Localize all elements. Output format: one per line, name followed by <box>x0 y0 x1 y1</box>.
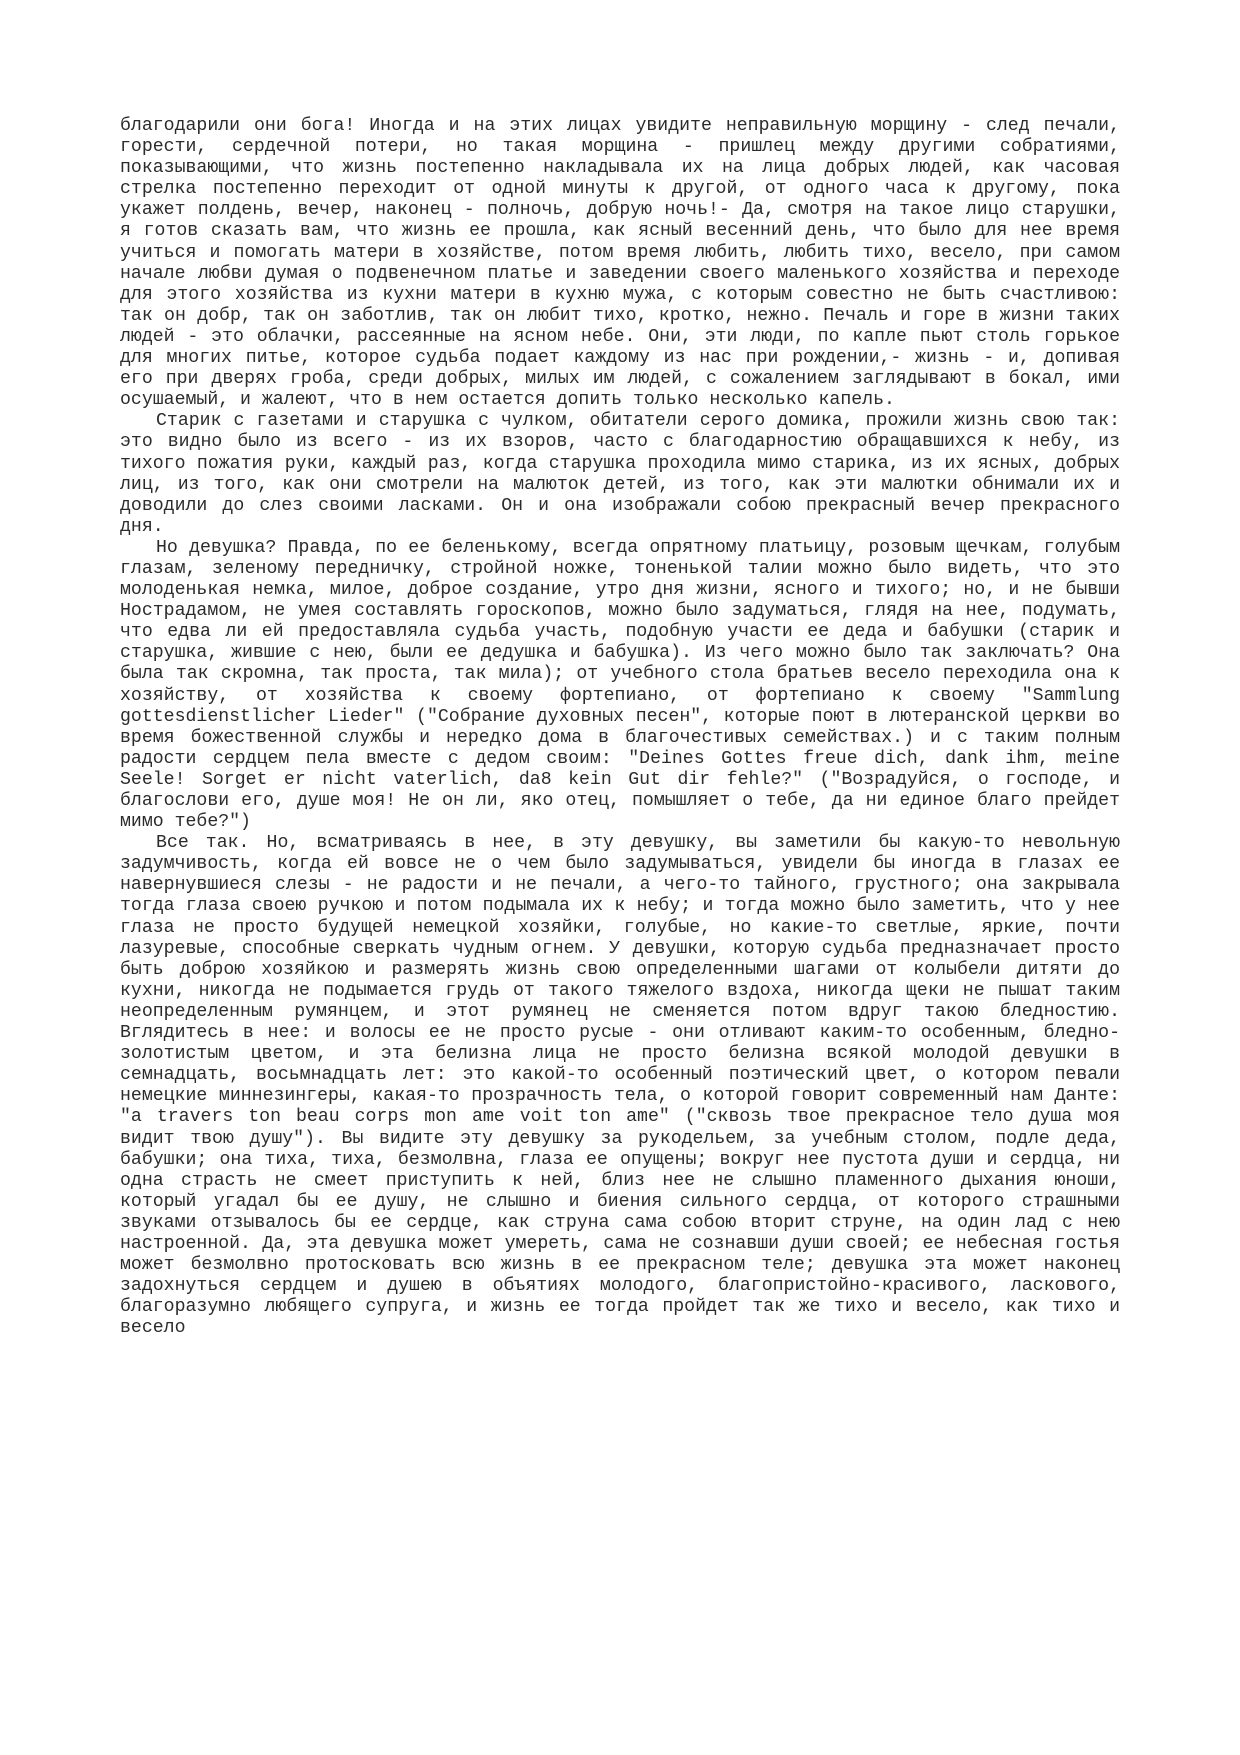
document-page <box>120 116 1120 1339</box>
paragraph-2: Старик с газетами и старушка с чулком, обитатели серого домика, прожили жизнь свою так: это видно было из всего - из их взоров, часто с благодарностию обращавшихся к небу, из тихого пожатия руки, каждый раз, когда старушка проходила мимо старика, из их ясных, добрых лиц, из того, как они смотрели на малюток детей, из того, как эти малютки обнимали их и доводили до слез своими ласками. Он и она изображали собою прекрасный вечер прекрасного дня. <box>120 411 1120 537</box>
paragraph-4: Все так. Но, всматриваясь в нее, в эту девушку, вы заметили бы какую-то невольную задумчивость, когда ей вовсе не о чем было задумываться, увидели бы иногда в глазах ее навернувшиеся слезы - не радости и не печали, а чего-то тайного, грустного; она закрывала тогда глаза своею ручкою и потом подымала их к небу; и тогда можно было заметить, что у нее глаза не просто будущей немецкой хозяйки, голубые, но какие-то светлые, яркие, почти лазуревые, способные сверкать чудным огнем. У девушки, которую судьба предназначает просто быть доброю хозяйкою и размерять жизнь свою определенными шагами от колыбели дитяти до кухни, никогда не подымается грудь от такого тяжелого вздоха, никогда щеки не пышат таким неопределенным румянцем, и этот румянец не сменяется потом вдруг такою бледностию. Вглядитесь в нее: и волосы ее не просто русые - они отливают каким-то особенным, бледно-золотистым цветом, и эта белизна лица не просто белизна всякой молодой девушки в семнадцать, восьмнадцать лет: это какой-то особенный поэтический цвет, о котором певали немецкие миннезингеры, какая-то прозрачность тела, о которой говорит современный нам Данте: "a travers ton beau corps mon ame voit ton ame" ("сквозь твое прекрасное тело душа моя видит твою душу"). Вы видите эту девушку за рукодельем, за учебным столом, подле деда, бабушки; она тиха, тиха, безмолвна, глаза ее опущены; вокруг нее пустота души и сердца, ни одна страсть не смеет приступить к ней, близ нее не слышно пламенного дыхания юноши, который угадал бы ее душу, не слышно и биения сильного сердца, от которого страшными звуками отзывалось бы ее сердце, как струна сама собою вторит струне, на один лад с нею настроенной. Да, эта девушка может умереть, сама не сознавши души своей; ее небесная гостья может безмолвно протосковать всю жизнь в ее прекрасном теле; девушка эта может наконец задохнуться сердцем и душею в объятиях молодого, благопристойно-красивого, ласкового, благоразумно любящего супруга, и жизнь ее тогда пройдет так же тихо и весело, как тихо и весело <box>120 833 1120 1339</box>
paragraph-1: благодарили они бога! Иногда и на этих лицах увидите неправильную морщину - след печали, горести, сердечной потери, но такая морщина - пришлец между другими собратиями, показывающими, что жизнь постепенно накладывала их на лица добрых людей, как часовая стрелка постепенно переходит от одной минуты к другой, от одного часа к другому, пока укажет полдень, вечер, наконец - полночь, добрую ночь!- Да, смотря на такое лицо старушки, я готов сказать вам, что жизнь ее прошла, как ясный весенний день, что было для нее время учиться и помогать матери в хозяйстве, потом время любить, любить тихо, весело, при самом начале любви думая о подвенечном платье и заведении своего маленького хозяйства и переходе для этого хозяйства из кухни матери в кухню мужа, с которым совестно не быть счастливою: так он добр, так он заботлив, так он любит тихо, кротко, нежно. Печаль и горе в жизни таких людей - это облачки, рассеянные на ясном небе. Они, эти люди, по капле пьют столь горькое для многих питье, которое судьба подает каждому из нас при рождении,- жизнь - и, допивая его при дверях гроба, среди добрых, милых им людей, с сожалением заглядывают в бокал, ими осушаемый, и жалеют, что в нем остается допить только несколько капель. <box>120 116 1120 411</box>
paragraph-3: Но девушка? Правда, по ее беленькому, всегда опрятному платьицу, розовым щечкам, голубым глазам, зеленому передничку, стройной ножке, тоненькой талии можно было видеть, что это молоденькая немка, милое, доброе создание, утро дня жизни, ясного и тихого; но, и не бывши Нострадамом, не умея составлять гороскопов, можно было задуматься, глядя на нее, подумать, что едва ли ей предоставляла судьба участь, подобную участи ее деда и бабушки (старик и старушка, жившие с нею, были ее дедушка и бабушка). Из чего можно было так заключать? Она была так скромна, так проста, так мила); от учебного стола братьев весело переходила она к хозяйству, от хозяйства к своему фортепиано, от фортепиано к своему "Sammlung gottesdienstlicher Lieder" ("Собрание духовных песен", которые поют в лютеранской церкви во время божественной службы и нередко дома в благочестивых семействах.) и с таким полным радости сердцем пела вместе с дедом своим: "Deines Gottes freue dich, dank ihm, meine Seele! Sorget er nicht vaterlich, da8 kein Gut dir fehle?" ("Возрадуйся, о господе, и благослови его, душе моя! Не он ли, яко отец, помышляет о тебе, да ни единое благо прейдет мимо тебе?") <box>120 537 1120 833</box>
